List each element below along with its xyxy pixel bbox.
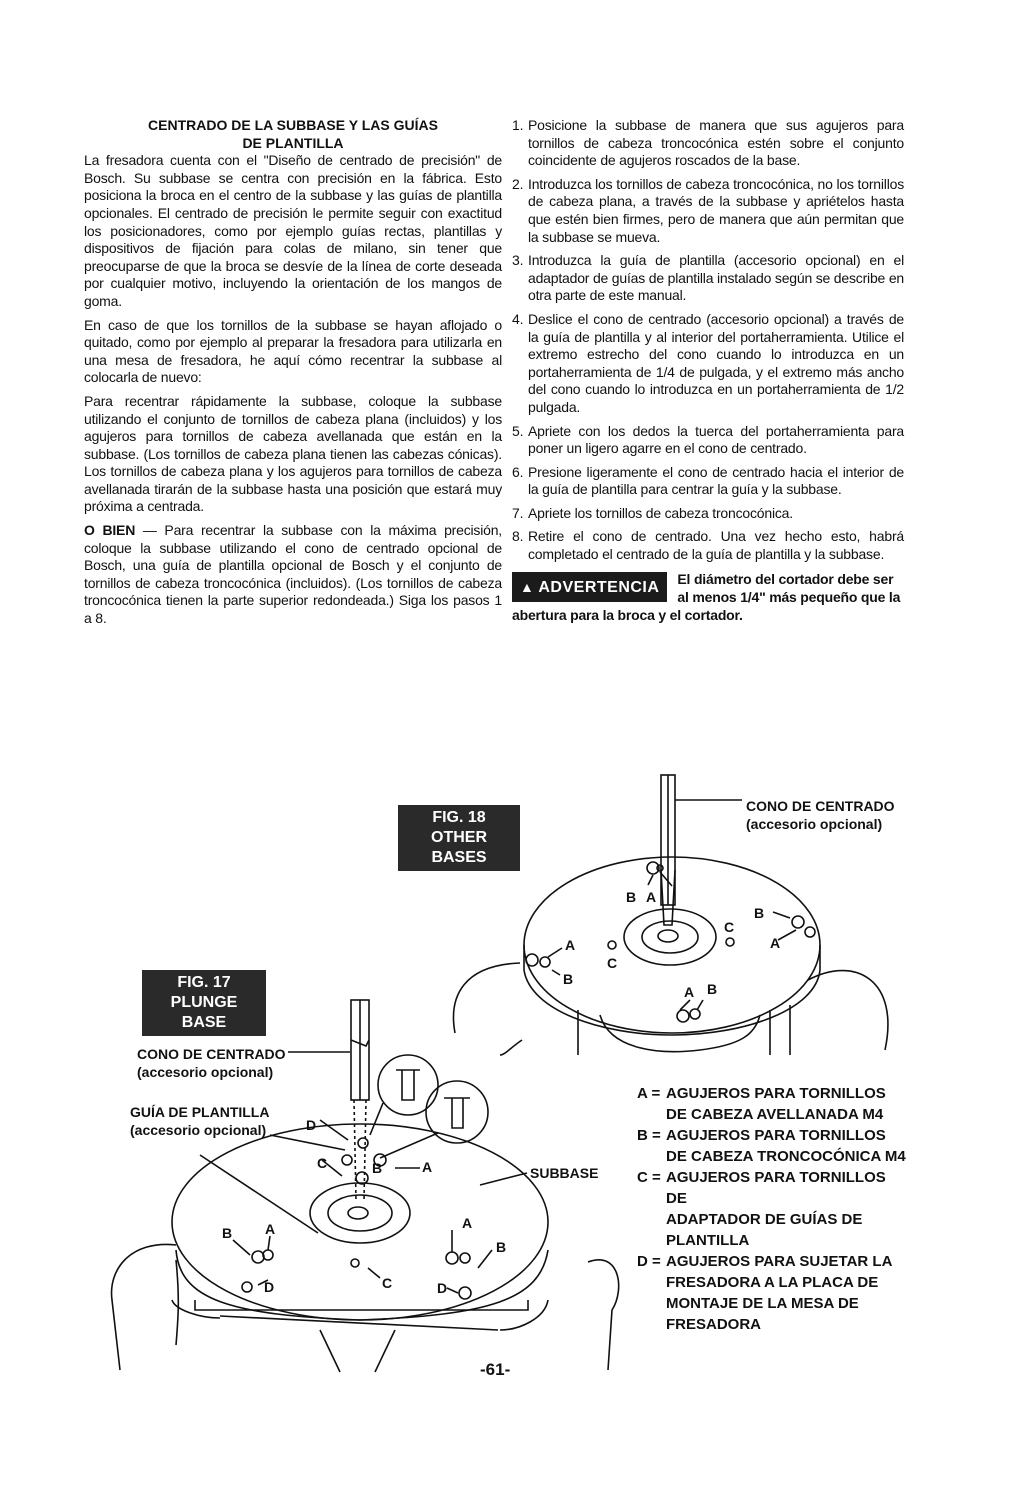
legend-line: ADAPTADOR DE GUÍAS DE: [666, 1211, 863, 1228]
fig18-letter-b2: B: [754, 905, 765, 921]
fig17-subbase-top: [172, 1124, 548, 1320]
legend-line: FRESADORA: [666, 1316, 762, 1333]
legend-line: DE CABEZA AVELLANADA M4: [666, 1106, 884, 1123]
step-number: 6.: [512, 463, 524, 480]
warning-triangle-icon: ▲: [520, 578, 535, 595]
legend-text: [666, 1251, 917, 1335]
fig17-guide-label: [130, 1103, 269, 1139]
intro-paragraph: La fresadora cuenta con el "Diseño de centrado de precisión" de Bosch. Su subbase se centra con precisión en la fábrica. Esto posiciona la broca en el centro de la subbase y las guías de plantilla opcionales. El centrado de precisión le permite seguir con exactitud los posicionadores, como por ejemplo guías rectas, plantillas y dispositivos de fijación para colas de milano, sin tener que preocuparse de que la broca se desvíe de la línea de corte deseada por cualquier motivo, incluyendo la orientación de los mangos de goma.: [84, 152, 502, 309]
legend-text: [666, 1167, 917, 1251]
warning-text: El diámetro del cortador debe ser al menos 1/4" más pequeño que la abertura para la broca y el cortador.: [512, 570, 901, 623]
step-text: Apriete los tornillos de cabeza troncocónica.: [528, 504, 793, 521]
legend-row-a: [637, 1083, 917, 1125]
legend-line: DE: [666, 1190, 687, 1207]
fig17-letter-b: B: [372, 1160, 383, 1176]
fig17-cone-label-line1: CONO DE CENTRADO: [137, 1046, 286, 1062]
legend-key: C =: [637, 1169, 661, 1186]
legend-line: DE CABEZA TRONCOCÓNICA M4: [666, 1148, 906, 1165]
warning-badge-label: ADVERTENCIA: [538, 578, 660, 596]
fig17-letter-b3: B: [496, 1239, 507, 1255]
step-number: 2.: [512, 175, 524, 192]
fig18-right-handle: [808, 971, 888, 1050]
legend-key: A =: [637, 1085, 661, 1102]
quick-recenter-paragraph: Para recentrar rápidamente la subbase, coloque la subbase utilizando el conjunto de tornillos de cabeza plana (incluidos) y los agujeros para tornillos de cabeza avellanada que están en la subbase. (Los tornillos de cabeza plana tienen las cabezas cónicas). Los tornillos de cabeza plana y los agujeros para tornillos de cabeza avellanada tirarán de la subbase hasta una posición que estará muy próxima a centrada.: [84, 392, 502, 515]
legend-row-b: [637, 1125, 917, 1167]
fig18-letter-c: C: [724, 919, 735, 935]
step-text: Apriete con los dedos la tuerca del portaherramienta para poner un ligero agarre en el cono de centrado.: [528, 422, 904, 457]
step-number: 7.: [512, 504, 524, 521]
fig18-letter-b3: B: [563, 971, 574, 987]
fig18-letter-a2: A: [770, 935, 781, 951]
fig17-letter-d: D: [306, 1117, 317, 1133]
step-number: 8.: [512, 528, 524, 545]
fig17-right-handle: [588, 1260, 619, 1370]
fig18-subbase-edge: [524, 945, 820, 1035]
fig17-letter-b2: B: [222, 1225, 233, 1241]
fig17-letter-d2: D: [264, 1279, 275, 1295]
fig17-title: PLUNGE BASE: [170, 994, 238, 1031]
step-number: 4.: [512, 310, 524, 327]
fig18-title: OTHER BASES: [431, 829, 487, 866]
step-number: 3.: [512, 252, 524, 269]
fig17-guide-leader: [270, 1135, 345, 1150]
fig18-left-handle: [454, 963, 520, 1033]
legend-line: AGUJEROS PARA TORNILLOS: [666, 1085, 886, 1102]
legend-key: B =: [637, 1127, 661, 1144]
loosened-screws-paragraph: En caso de que los tornillos de la subbase se hayan aflojado o quitado, como por ejemplo al preparar la fresadora para utilizarla en una mesa de fresadora, he aquí cómo recentrar la subbase al colocarla de nuevo:: [84, 316, 502, 386]
legend-line: PLANTILLA: [666, 1232, 750, 1249]
fig17-letter-d3: D: [437, 1280, 448, 1296]
or-lead: O BIEN: [84, 522, 136, 539]
fig18-cone-label-line2: (accesorio opcional): [746, 816, 883, 832]
legend-text: [666, 1083, 917, 1125]
step-text: Introduzca la guía de plantilla (accesorio opcional) en el adaptador de guías de plantilla instalado según se describe en otra parte de este manual.: [528, 252, 904, 304]
legend-key: D =: [637, 1253, 661, 1270]
legend-row-d: [637, 1251, 917, 1335]
fig18-cone-label-line1: CONO DE CENTRADO: [746, 798, 895, 814]
fig17-number: FIG. 17: [177, 974, 231, 991]
letter-legend: [637, 1083, 917, 1335]
step-number: 5.: [512, 422, 524, 439]
page-number: -61-: [480, 1360, 511, 1379]
step-text: Introduzca los tornillos de cabeza troncocónica, no los tornillos de cabeza plana, a través de la subbase y apriételos hasta que estén bien firmes, pero de manera que aún permitan que la subbase se mueva.: [528, 175, 904, 245]
fig17-cone-label-line2: (accesorio opcional): [137, 1064, 274, 1080]
fig17-letter-a2: A: [265, 1221, 276, 1237]
fig17-guide-label-line1: GUÍA DE PLANTILLA: [130, 1104, 270, 1120]
fig18-number: FIG. 18: [432, 809, 486, 826]
fig17-subbase-leader: [480, 1173, 527, 1185]
legend-line: AGUJEROS PARA TORNILLOS: [666, 1169, 886, 1186]
fig18-letter-a4: A: [684, 984, 695, 1000]
legend-line: MONTAJE DE LA MESA DE: [666, 1295, 859, 1312]
legend-text: [666, 1125, 917, 1167]
fig18-letter-b: B: [626, 889, 637, 905]
fig17-flat-screw-callout: [378, 1055, 438, 1115]
fig17-guide-label-line2: (accesorio opcional): [130, 1122, 267, 1138]
precise-recenter-text: — Para recentrar la subbase con la máxima precisión, coloque la subbase utilizando el cono de centrado opcional de Bosch, una guía de plantilla opcional de Bosch y el conjunto de tornillos de cabeza troncocónica (incluidos). (Los tornillos de cabeza troncocónica tienen la parte superior redondeada.) Siga los pasos 1 a 8.: [84, 522, 502, 627]
step-number: 1.: [512, 117, 524, 133]
legend-row-c: [637, 1167, 917, 1251]
fig18-letter-a: A: [646, 889, 657, 905]
fig17-letter-c2: C: [382, 1275, 393, 1291]
step-text: Deslice el cono de centrado (accesorio opcional) a través de la guía de plantilla y al interior del portaherramienta. Utilice el extremo estrecho del cono cuando lo introduzca en un portaherramienta de 1/4 de pulgada, y el extremo más ancho del cono cuando lo introduzca en un portaherramienta de 1/2 pulgada.: [528, 310, 904, 415]
step-text: Presione ligeramente el cono de centrado hacia el interior de la guía de plantilla para centrar la guía y la subbase.: [528, 463, 904, 498]
fig17-cone-label: [137, 1045, 286, 1081]
legend-line: AGUJEROS PARA TORNILLOS: [666, 1127, 886, 1144]
fig18-cone-label: [746, 797, 895, 833]
fig18-letter-b4: B: [707, 981, 718, 997]
fig18-letter-a3: A: [565, 937, 576, 953]
legend-line: FRESADORA A LA PLACA DE: [666, 1274, 879, 1291]
section-heading-line2: DE PLANTILLA: [242, 134, 344, 151]
fig17-letter-a3: A: [462, 1215, 473, 1231]
fig17-left-handle: [112, 1244, 176, 1370]
fig17-center-opening: [310, 1183, 410, 1243]
step-text: Retire el cono de centrado. Una vez hecho esto, habrá completado el centrado de la guía de plantilla y la subbase.: [528, 528, 904, 563]
fig18-letter-c2: C: [607, 955, 618, 971]
fig17-subbase-label: SUBBASE: [530, 1165, 599, 1181]
fig18-center-opening: [624, 909, 716, 965]
fig17-letter-a: A: [422, 1159, 433, 1175]
fig17-letter-c: C: [317, 1155, 328, 1171]
step-text: Posicione la subbase de manera que sus agujeros para tornillos de cabeza troncocónica estén sobre el conjunto coincidente de agujeros roscados de la base.: [528, 117, 904, 169]
legend-line: AGUJEROS PARA SUJETAR LA: [666, 1253, 893, 1270]
section-heading-line1: CENTRADO DE LA SUBBASE Y LAS GUÍAS: [148, 117, 438, 133]
